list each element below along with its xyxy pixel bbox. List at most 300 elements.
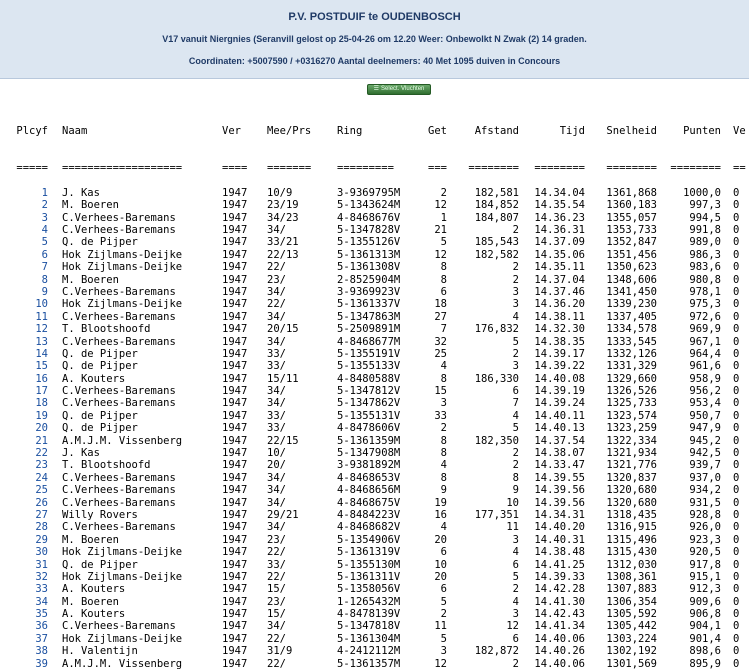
cell-distance: 2 [512,459,519,472]
cell-entries-prizes: 34/ [267,310,286,323]
cell-year: 1947 [222,546,248,559]
cell-ve: 0 [733,521,740,534]
cell-get: 3 [440,645,447,658]
cell-ring: 5-1347828V [337,223,401,236]
cell-ring: 4-8478606V [337,422,401,435]
cell-time: 14.40.20 [534,521,585,534]
cell-place: 28 [35,521,48,534]
table-row [0,459,749,471]
cell-time: 14.40.13 [534,422,585,435]
cell-distance: 6 [512,385,519,398]
table-row [0,199,749,211]
cell-get: 8 [440,471,447,484]
cell-place: 9 [41,285,48,298]
cell-name: T. Blootshoofd [62,459,151,472]
cell-get: 4 [440,521,447,534]
cell-entries-prizes: 20/15 [267,323,299,336]
cell-distance: 6 [512,558,519,571]
separator-year: ==== [222,162,248,175]
header-year: Ver [222,124,241,137]
cell-name: C.Verhees-Baremans [62,484,176,497]
table-row [0,645,749,657]
cell-year: 1947 [222,608,248,621]
cell-speed: 1339,230 [606,298,657,311]
cell-speed: 1320,680 [606,496,657,509]
cell-place: 29 [35,533,48,546]
cell-entries-prizes: 33/ [267,558,286,571]
cell-time: 14.35.54 [534,199,585,212]
cell-entries-prizes: 10/9 [267,186,293,199]
cell-year: 1947 [222,533,248,546]
cell-ve: 0 [733,595,740,608]
cell-speed: 1322,334 [606,434,657,447]
cell-name: C.Verhees-Baremans [62,397,176,410]
cell-time: 14.37.46 [534,285,585,298]
cell-time: 14.36.23 [534,211,585,224]
cell-place: 14 [35,347,48,360]
cell-place: 23 [35,459,48,472]
select-flights-button[interactable] [367,84,431,95]
cell-ring: 4-8480588V [337,372,401,385]
cell-year: 1947 [222,484,248,497]
cell-get: 12 [434,199,447,212]
cell-ve: 0 [733,632,740,645]
cell-name: C.Verhees-Baremans [62,471,176,484]
cell-get: 5 [440,632,447,645]
cell-entries-prizes: 23/ [267,533,286,546]
cell-entries-prizes: 34/ [267,521,286,534]
cell-time: 14.39.17 [534,347,585,360]
cell-distance: 2 [512,347,519,360]
table-separator-row [0,162,749,174]
cell-points: 969,9 [689,323,721,336]
cell-ve: 0 [733,397,740,410]
cell-ve: 0 [733,484,740,497]
cell-get: 8 [440,447,447,460]
cell-speed: 1315,430 [606,546,657,559]
table-row [0,360,749,372]
cell-speed: 1301,569 [606,657,657,670]
race-coordinates: Coordinaten: +5007590 / +0316270 Aantal deelnemers: 40 Met 1095 duiven in Concours [188,56,561,66]
cell-points: 958,9 [689,372,721,385]
cell-speed: 1320,837 [606,471,657,484]
cell-distance: 182,581 [474,186,519,199]
cell-place: 2 [41,199,48,212]
cell-entries-prizes: 22/ [267,261,286,274]
cell-ve: 0 [733,261,740,274]
table-row [0,596,749,608]
cell-ve: 0 [733,223,740,236]
cell-time: 14.36.31 [534,223,585,236]
cell-distance: 11 [506,521,519,534]
cell-points: 937,0 [689,471,721,484]
cell-points: 939,7 [689,459,721,472]
table-row [0,472,749,484]
table-row [0,298,749,310]
cell-distance: 186,330 [474,372,519,385]
cell-ring: 4-8468677M [337,335,401,348]
cell-distance: 176,832 [474,323,519,336]
cell-ve: 0 [733,335,740,348]
cell-entries-prizes: 29/21 [267,508,299,521]
cell-distance: 182,582 [474,248,519,261]
table-row [0,583,749,595]
cell-get: 2 [440,422,447,435]
cell-year: 1947 [222,360,248,373]
cell-name: C.Verhees-Baremans [62,620,176,633]
cell-name: Q. de Pijper [62,347,138,360]
cell-get: 6 [440,546,447,559]
cell-ve: 0 [733,558,740,571]
cell-time: 14.36.20 [534,298,585,311]
cell-distance: 182,350 [474,434,519,447]
cell-time: 14.39.33 [534,570,585,583]
cell-name: Q. de Pijper [62,422,138,435]
header-ve: Ve [733,124,746,137]
cell-get: 15 [434,385,447,398]
cell-time: 14.40.31 [534,533,585,546]
cell-ring: 5-1361357M [337,657,401,670]
cell-get: 4 [440,360,447,373]
cell-distance: 8 [512,471,519,484]
cell-ve: 0 [733,657,740,670]
cell-time: 14.40.11 [534,409,585,422]
cell-get: 9 [440,484,447,497]
cell-name: A. Kouters [62,608,126,621]
cell-points: 980,8 [689,273,721,286]
cell-ve: 0 [733,360,740,373]
cell-get: 2 [440,186,447,199]
cell-ring: 5-1354906V [337,533,401,546]
cell-distance: 10 [506,496,519,509]
cell-name: C.Verhees-Baremans [62,385,176,398]
cell-ve: 0 [733,459,740,472]
table-row [0,311,749,323]
cell-year: 1947 [222,508,248,521]
cell-ve: 0 [733,496,740,509]
cell-get: 6 [440,285,447,298]
cell-speed: 1306,354 [606,595,657,608]
cell-entries-prizes: 22/ [267,546,286,559]
header-get: Get [428,124,447,137]
cell-points: 967,1 [689,335,721,348]
cell-get: 16 [434,508,447,521]
cell-speed: 1337,405 [606,310,657,323]
cell-entries-prizes: 22/15 [267,434,299,447]
cell-speed: 1326,526 [606,385,657,398]
cell-entries-prizes: 22/ [267,570,286,583]
cell-ve: 0 [733,310,740,323]
cell-points: 950,7 [689,409,721,422]
cell-speed: 1348,606 [606,273,657,286]
cell-points: 915,1 [689,570,721,583]
cell-points: 904,1 [689,620,721,633]
separator-speed: ======== [606,162,657,175]
cell-ring: 4-8468675V [337,496,401,509]
cell-place: 30 [35,546,48,559]
cell-speed: 1312,030 [606,558,657,571]
cell-get: 12 [434,248,447,261]
cell-place: 10 [35,298,48,311]
cell-time: 14.38.48 [534,546,585,559]
header-ring: Ring [337,124,363,137]
cell-points: 898,6 [689,645,721,658]
cell-name: M. Boeren [62,595,119,608]
cell-get: 20 [434,533,447,546]
cell-time: 14.37.09 [534,236,585,249]
cell-place: 4 [41,223,48,236]
report-header [0,0,749,79]
cell-year: 1947 [222,657,248,670]
cell-get: 8 [440,372,447,385]
cell-ve: 0 [733,508,740,521]
cell-distance: 5 [512,422,519,435]
cell-place: 17 [35,385,48,398]
cell-ve: 0 [733,372,740,385]
cell-ring: 4-8468682V [337,521,401,534]
cell-year: 1947 [222,347,248,360]
cell-time: 14.41.25 [534,558,585,571]
cell-name: A.M.J.M. Vissenberg [62,657,183,670]
cell-points: 994,5 [689,211,721,224]
cell-speed: 1333,545 [606,335,657,348]
cell-points: 989,0 [689,236,721,249]
cell-get: 8 [440,434,447,447]
cell-get: 8 [440,261,447,274]
cell-distance: 5 [512,335,519,348]
cell-place: 33 [35,583,48,596]
cell-name: C.Verhees-Baremans [62,223,176,236]
cell-year: 1947 [222,558,248,571]
cell-get: 21 [434,223,447,236]
cell-ve: 0 [733,583,740,596]
cell-time: 14.42.28 [534,583,585,596]
cell-entries-prizes: 22/13 [267,248,299,261]
cell-ring: 5-1358056V [337,583,401,596]
cell-year: 1947 [222,471,248,484]
cell-distance: 9 [512,484,519,497]
cell-name: M. Boeren [62,273,119,286]
cell-speed: 1302,192 [606,645,657,658]
cell-year: 1947 [222,186,248,199]
cell-speed: 1305,442 [606,620,657,633]
cell-year: 1947 [222,583,248,596]
cell-year: 1947 [222,223,248,236]
cell-place: 19 [35,409,48,422]
cell-distance: 2 [512,261,519,274]
cell-place: 15 [35,360,48,373]
cell-year: 1947 [222,595,248,608]
cell-distance: 3 [512,533,519,546]
cell-place: 36 [35,620,48,633]
cell-ve: 0 [733,608,740,621]
cell-entries-prizes: 15/ [267,608,286,621]
header-entries-prizes: Mee/Prs [267,124,312,137]
cell-ve: 0 [733,434,740,447]
cell-ring: 5-1361308V [337,261,401,274]
table-row [0,422,749,434]
separator-get: === [428,162,447,175]
cell-time: 14.40.26 [534,645,585,658]
cell-place: 24 [35,471,48,484]
cell-entries-prizes: 33/ [267,347,286,360]
cell-ve: 0 [733,570,740,583]
cell-speed: 1307,883 [606,583,657,596]
cell-year: 1947 [222,496,248,509]
table-row [0,509,749,521]
cell-ve: 0 [733,323,740,336]
cell-year: 1947 [222,620,248,633]
cell-entries-prizes: 31/9 [267,645,293,658]
cell-get: 5 [440,236,447,249]
table-row [0,484,749,496]
table-row [0,348,749,360]
cell-year: 1947 [222,310,248,323]
cell-ve: 0 [733,273,740,286]
cell-speed: 1305,592 [606,608,657,621]
cell-points: 945,2 [689,434,721,447]
cell-name: Q. de Pijper [62,360,138,373]
cell-ring: 5-2509891M [337,323,401,336]
cell-year: 1947 [222,397,248,410]
report-title: P.V. POSTDUIF te OUDENBOSCH [288,11,461,23]
cell-points: 947,9 [689,422,721,435]
cell-time: 14.37.54 [534,434,585,447]
cell-entries-prizes: 34/ [267,335,286,348]
cell-entries-prizes: 15/11 [267,372,299,385]
cell-distance: 4 [512,595,519,608]
cell-entries-prizes: 34/ [267,397,286,410]
cell-entries-prizes: 10/ [267,447,286,460]
cell-ring: 4-8468656M [337,484,401,497]
cell-year: 1947 [222,199,248,212]
cell-ring: 5-1355130M [337,558,401,571]
cell-points: 895,9 [689,657,721,670]
cell-distance: 12 [506,620,519,633]
cell-ve: 0 [733,199,740,212]
cell-get: 12 [434,657,447,670]
cell-place: 32 [35,570,48,583]
table-row [0,212,749,224]
cell-name: C.Verhees-Baremans [62,285,176,298]
cell-name: J. Kas [62,447,100,460]
table-row [0,620,749,632]
cell-time: 14.35.11 [534,261,585,274]
cell-time: 14.39.19 [534,385,585,398]
cell-speed: 1321,776 [606,459,657,472]
cell-ring: 5-1347862V [337,397,401,410]
cell-points: 923,3 [689,533,721,546]
cell-year: 1947 [222,422,248,435]
cell-place: 39 [35,657,48,670]
table-row [0,224,749,236]
cell-place: 20 [35,422,48,435]
cell-points: 901,4 [689,632,721,645]
cell-ring: 5-1361337V [337,298,401,311]
cell-get: 8 [440,273,447,286]
cell-year: 1947 [222,447,248,460]
cell-points: 986,3 [689,248,721,261]
cell-get: 33 [434,409,447,422]
cell-distance: 182,872 [474,645,519,658]
cell-points: 983,6 [689,261,721,274]
cell-year: 1947 [222,521,248,534]
cell-time: 14.33.47 [534,459,585,472]
cell-year: 1947 [222,323,248,336]
table-row [0,336,749,348]
header-time: Tijd [559,124,585,137]
cell-speed: 1350,623 [606,261,657,274]
cell-time: 14.40.06 [534,632,585,645]
list-icon: ☰ [373,86,380,92]
cell-name: C.Verhees-Baremans [62,335,176,348]
cell-name: A.M.J.M. Vissenberg [62,434,183,447]
header-name: Naam [62,124,88,137]
cell-get: 27 [434,310,447,323]
cell-time: 14.32.30 [534,323,585,336]
table-row [0,658,749,670]
cell-year: 1947 [222,211,248,224]
cell-time: 14.35.06 [534,248,585,261]
cell-points: 926,0 [689,521,721,534]
cell-place: 6 [41,248,48,261]
cell-entries-prizes: 33/ [267,422,286,435]
table-row [0,187,749,199]
cell-entries-prizes: 22/ [267,632,286,645]
cell-time: 14.39.22 [534,360,585,373]
cell-time: 14.40.06 [534,657,585,670]
cell-distance: 2 [512,273,519,286]
table-row [0,608,749,620]
cell-ring: 5-1343624M [337,199,401,212]
cell-place: 22 [35,447,48,460]
cell-ring: 5-1347812V [337,385,401,398]
cell-ring: 4-8478139V [337,608,401,621]
cell-time: 14.39.56 [534,496,585,509]
cell-year: 1947 [222,459,248,472]
cell-name: Hok Zijlmans-Deijke [62,632,183,645]
cell-ve: 0 [733,347,740,360]
table-row [0,497,749,509]
cell-speed: 1351,456 [606,248,657,261]
cell-year: 1947 [222,298,248,311]
cell-ring: 1-1265432M [337,595,401,608]
cell-get: 3 [440,397,447,410]
separator-ve: == [733,162,746,175]
cell-entries-prizes: 20/ [267,459,286,472]
cell-entries-prizes: 34/23 [267,211,299,224]
cell-time: 14.38.11 [534,310,585,323]
cell-ve: 0 [733,645,740,658]
cell-name: J. Kas [62,186,100,199]
cell-ring: 5-1355191V [337,347,401,360]
separator-time: ======== [534,162,585,175]
cell-ring: 3-9369795M [337,186,401,199]
cell-speed: 1334,578 [606,323,657,336]
cell-ring: 5-1355133V [337,360,401,373]
cell-points: 972,6 [689,310,721,323]
cell-distance: 185,543 [474,236,519,249]
cell-name: Hok Zijlmans-Deijke [62,248,183,261]
cell-distance: 184,807 [474,211,519,224]
cell-get: 25 [434,347,447,360]
cell-place: 12 [35,323,48,336]
cell-place: 7 [41,261,48,274]
separator-points: ======== [670,162,721,175]
cell-speed: 1321,934 [606,447,657,460]
cell-place: 38 [35,645,48,658]
cell-distance: 3 [512,298,519,311]
